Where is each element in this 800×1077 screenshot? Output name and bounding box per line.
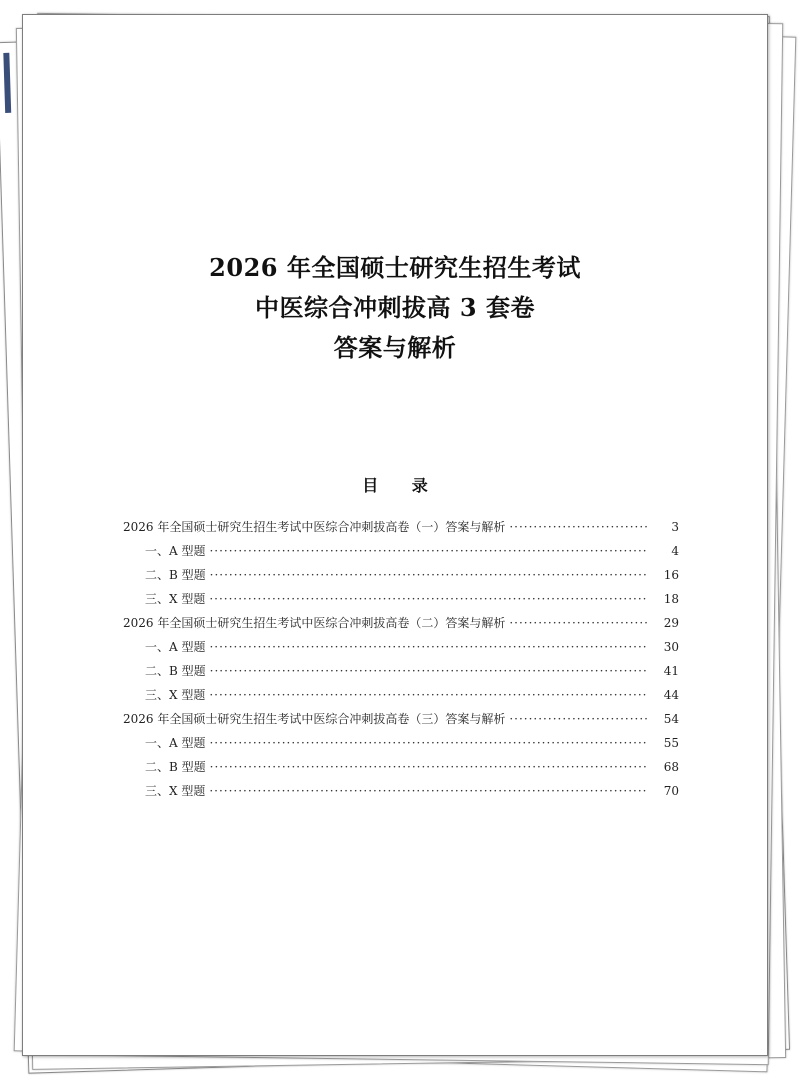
toc-entry-section[interactable] [123, 539, 679, 563]
title-line-1: 2026 年全国硕士研究生招生考试 [209, 253, 581, 282]
title-line-3: 答案与解析 [333, 333, 457, 362]
toc-leader-dots [209, 779, 647, 803]
toc-entry-section[interactable] [123, 779, 679, 803]
toc-leader-dots [209, 731, 647, 755]
toc-leader-dots [209, 635, 647, 659]
title-line-2: 中医综合冲刺拔高 3 套卷 [255, 293, 535, 322]
toc-leader-dots [509, 611, 647, 635]
toc-leader-dots [509, 707, 647, 731]
toc-page-number: 4 [671, 544, 679, 558]
toc-entry-label: 2026 年全国硕士研究生招生考试中医综合冲刺拔高卷（二）答案与解析 [123, 616, 506, 630]
toc-leader-dots [210, 755, 647, 779]
toc-entry-label: 2026 年全国硕士研究生招生考试中医综合冲刺拔高卷（三）答案与解析 [123, 712, 506, 726]
toc-leader-dots [509, 515, 647, 539]
toc-heading: 目 录 [362, 476, 442, 495]
toc-entry-section[interactable] [123, 731, 679, 755]
toc-entry-label: 一、A 型题 [145, 640, 206, 654]
toc-entry-label: 一、A 型题 [145, 544, 206, 558]
toc-entry-label: 二、B 型题 [145, 568, 206, 582]
toc-page-number: 41 [663, 664, 679, 678]
toc-leader-dots [210, 563, 647, 587]
toc-leader-dots [209, 539, 647, 563]
toc-entry-section[interactable] [123, 755, 679, 779]
toc-page-number: 54 [663, 712, 679, 726]
toc-page-number: 70 [663, 784, 679, 798]
toc-page-number: 3 [671, 520, 679, 534]
toc-entry-label: 三、X 型题 [145, 592, 206, 606]
toc-page-number: 55 [663, 736, 679, 750]
toc-page-number: 68 [663, 760, 679, 774]
toc-entry-paper-2[interactable] [123, 611, 679, 635]
toc-entry-label: 二、B 型题 [145, 760, 206, 774]
toc-page-number: 29 [663, 616, 679, 630]
toc-entry-label: 二、B 型题 [145, 664, 206, 678]
toc-entry-paper-1[interactable] [123, 515, 679, 539]
toc-page-number: 16 [663, 568, 679, 582]
toc-entry-paper-3[interactable] [123, 707, 679, 731]
document-title [23, 248, 767, 368]
toc-page-number: 30 [663, 640, 679, 654]
toc-entry-label: 一、A 型题 [145, 736, 206, 750]
toc-entry-label: 2026 年全国硕士研究生招生考试中医综合冲刺拔高卷（一）答案与解析 [123, 520, 506, 534]
toc-entry-section[interactable] [123, 659, 679, 683]
toc-entry-label: 三、X 型题 [145, 784, 206, 798]
toc-page-number: 18 [663, 592, 679, 606]
document-page [22, 14, 768, 1056]
toc-entry-label: 三、X 型题 [145, 688, 206, 702]
toc-entry-section[interactable] [123, 635, 679, 659]
toc-leader-dots [210, 659, 647, 683]
toc-entry-section[interactable] [123, 563, 679, 587]
toc-leader-dots [209, 587, 647, 611]
toc-entry-section[interactable] [123, 683, 679, 707]
toc-page-number: 44 [663, 688, 679, 702]
table-of-contents [123, 515, 679, 803]
toc-entry-section[interactable] [123, 587, 679, 611]
toc-leader-dots [209, 683, 647, 707]
